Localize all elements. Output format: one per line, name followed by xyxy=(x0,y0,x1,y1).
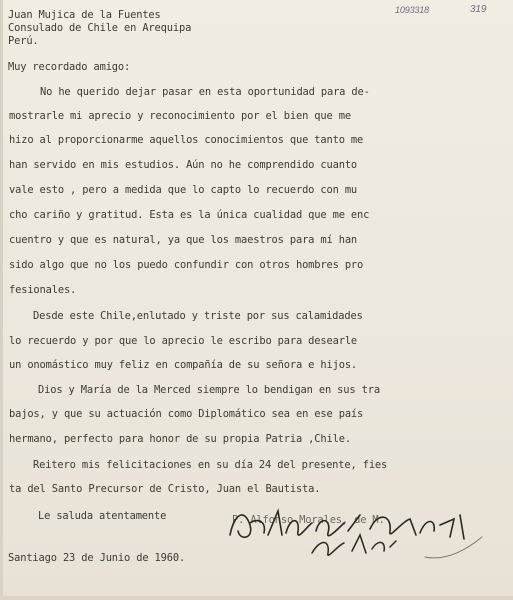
body-line: fesionales. xyxy=(9,284,77,296)
body-line: cuentro y que es natural, ya que los maestros para mí han xyxy=(9,234,358,246)
body-line: hizo al proporcionarme aquellos conocimientos que tanto me xyxy=(9,134,364,146)
body-line: No he querido dejar pasar en esta oportunidad para de- xyxy=(40,86,370,98)
body-line: ta del Santo Precursor de Cristo, Juan el Bautista. xyxy=(9,483,321,495)
typed-signature: P. Alfonso Morales, de M. xyxy=(232,514,385,526)
salutation: Muy recordado amigo: xyxy=(8,61,131,73)
body-line: cho cariño y gratitud. Esta es la única cualidad que me enc xyxy=(9,209,370,221)
recipient-country: Perú. xyxy=(8,35,39,47)
handwritten-signature-icon xyxy=(220,495,490,565)
body-line: hermano, perfecto para honor de su propia Patria ,Chile. xyxy=(9,433,351,445)
archive-page-number: 319 xyxy=(470,4,487,15)
body-line: un onomástico muy feliz en compañía de su señora e hijos. xyxy=(9,359,358,371)
recipient-office: Consulado de Chile en Arequipa xyxy=(8,22,192,34)
body-line: Desde este Chile,enlutado y triste por sus calamidades xyxy=(33,310,363,322)
body-line: sido algo que no los puedo confundir con otros hombres pro xyxy=(9,259,364,271)
archive-number: 1093318 xyxy=(395,5,429,15)
page-edge-bottom xyxy=(0,596,513,600)
body-line: lo recuerdo y por que lo aprecio le escribo para desearle xyxy=(9,335,358,347)
body-line: Reitero mis felicitaciones en su día 24 del presente, fies xyxy=(33,459,388,471)
body-line: Dios y María de la Merced siempre lo bendigan en sus tra xyxy=(38,384,380,396)
recipient-name: Juan Mujica de la Fuentes xyxy=(8,9,161,21)
body-line: vale esto , pero a medida que lo capto lo recuerdo con mu xyxy=(9,184,358,196)
page-edge xyxy=(0,0,3,600)
body-line: mostrarle mi aprecio y reconocimiento por el bien que me xyxy=(9,110,351,122)
date-line: Santiago 23 de Junio de 1960. xyxy=(8,552,186,564)
closing: Le saluda atentamente xyxy=(38,510,167,522)
body-line: bajos, y que su actuación como Diplomático sea en ese país xyxy=(9,408,364,420)
body-line: han servido en mis estudios. Aún no he comprendido cuanto xyxy=(9,159,358,171)
